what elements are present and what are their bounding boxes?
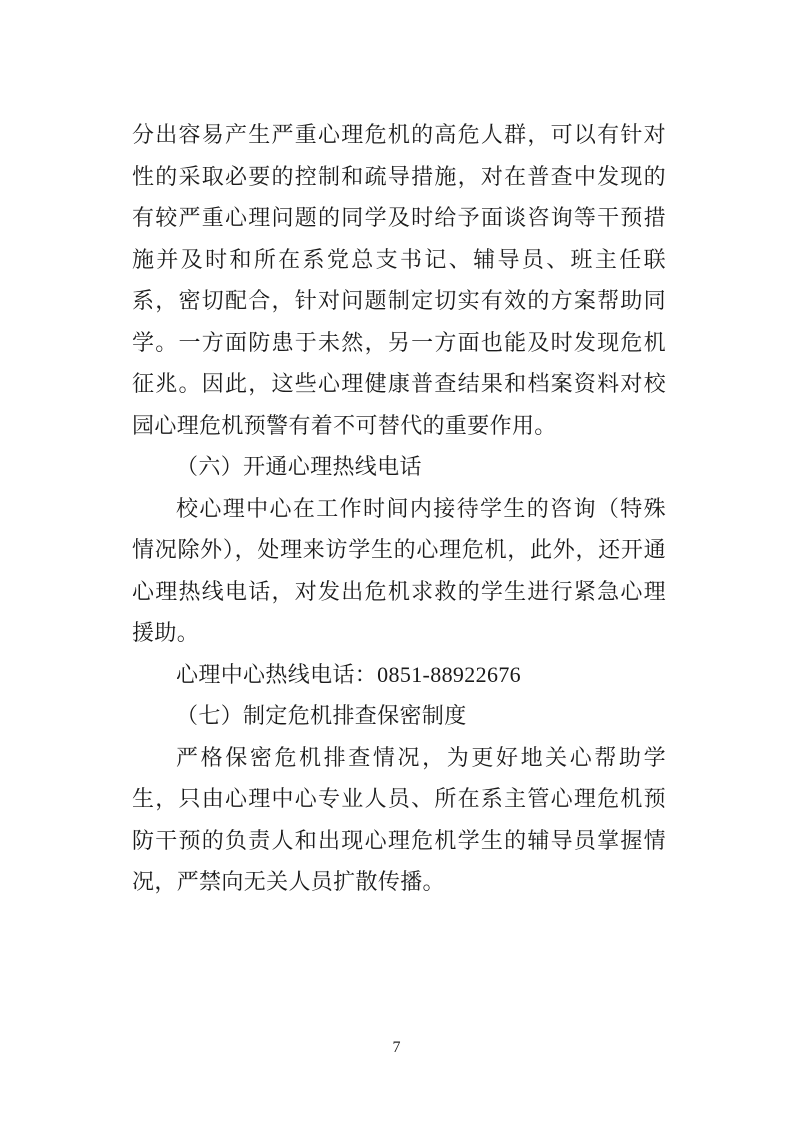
paragraph-crisis-screening-continuation: 分出容易产生严重心理危机的高危人群，可以有针对性的采取必要的控制和疏导措施，对在普查中发现的有较严重心理问题的同学及时给予面谈咨询等干预措施并及时和所在系党总支书记、辅导员、班主任联系，密切配合，针对问题制定切实有效的方案帮助同学。一方面防患于未然，另一方面也能及时发现危机征兆。因此，这些心理健康普查结果和档案资料对校园心理危机预警有着不可替代的重要作用。 xyxy=(132,122,666,438)
heading-section-seven: （七）制定危机排查保密制度 xyxy=(176,703,467,728)
page-number: 7 xyxy=(392,1039,401,1056)
paragraph-confidentiality-policy: 严格保密危机排查情况，为更好地关心帮助学生，只由心理中心专业人员、所在系主管心理危机预防干预的负责人和出现心理危机学生的辅导员掌握情况，严禁向无关人员扩散传播。 xyxy=(132,744,666,894)
paragraph-hotline-service: 校心理中心在工作时间内接待学生的咨询（特殊情况除外），处理来访学生的心理危机，此外，还开通心理热线电话，对发出危机求救的学生进行紧急心理援助。 xyxy=(132,495,666,645)
hotline-phone-number-line: 心理中心热线电话：0851-88922676 xyxy=(176,661,522,687)
document-text-body xyxy=(132,114,666,903)
heading-section-six: （六）开通心理热线电话 xyxy=(176,454,422,479)
